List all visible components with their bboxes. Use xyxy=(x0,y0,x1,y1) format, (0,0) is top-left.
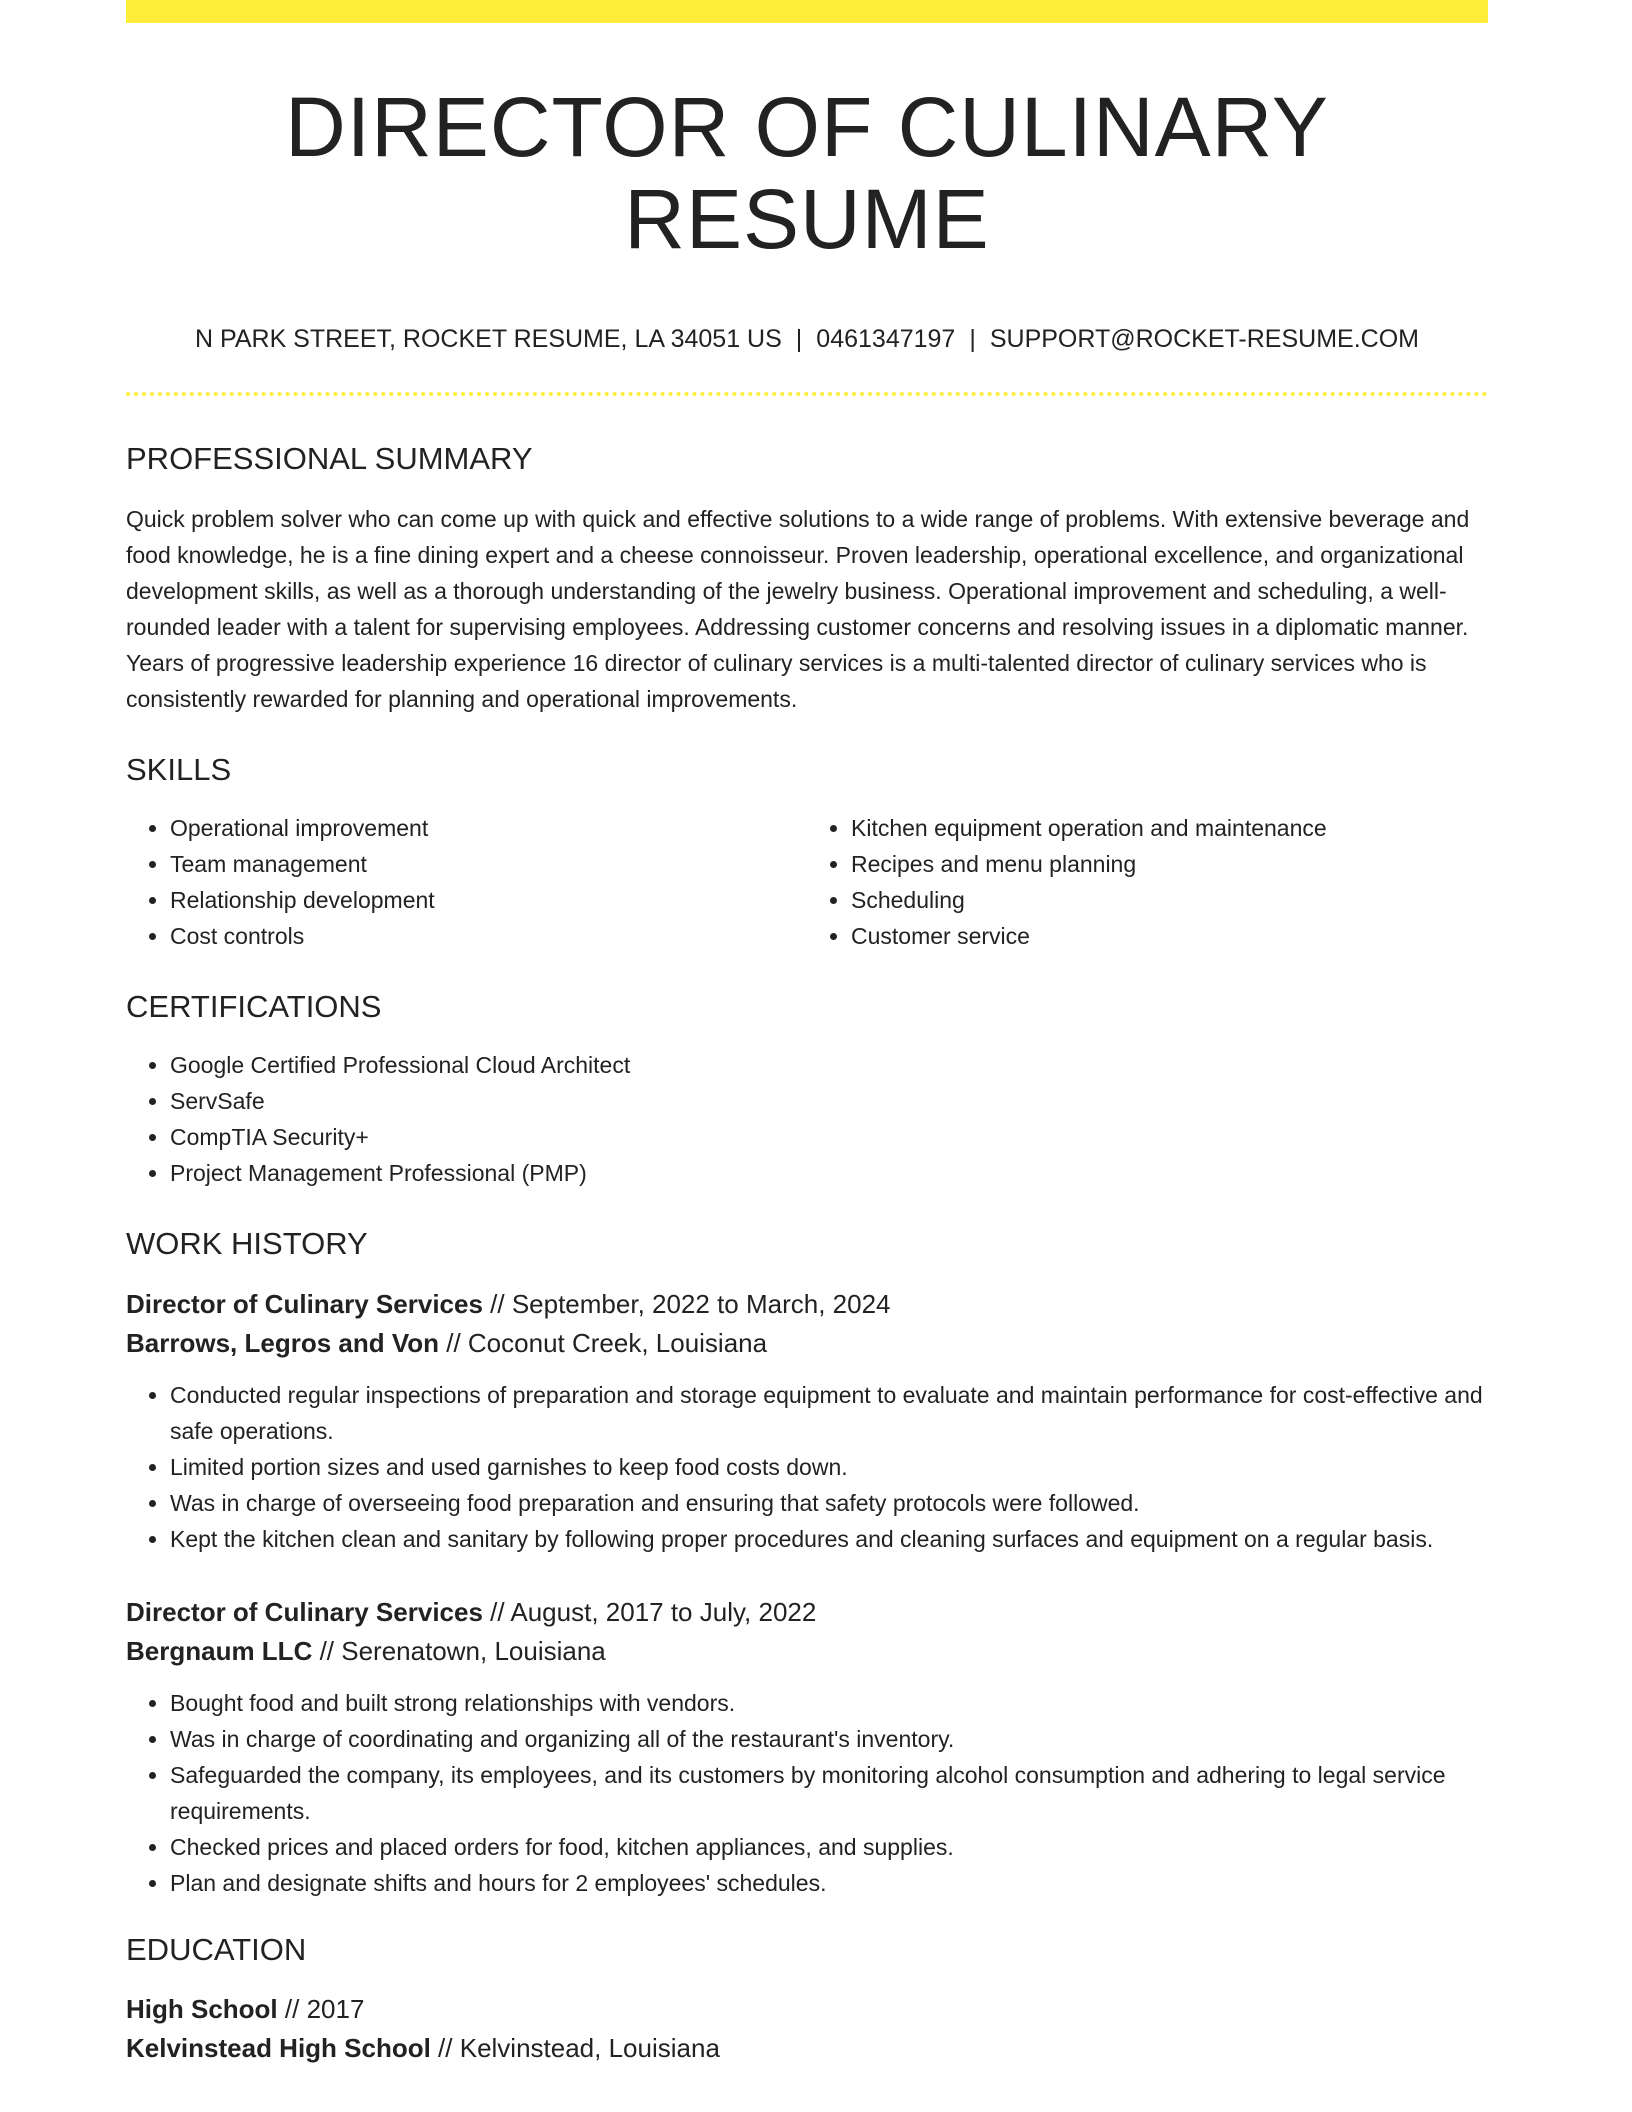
certification-item: • ServSafe xyxy=(170,1083,1488,1119)
job-dates: // August, 2017 to July, 2022 xyxy=(482,1596,817,1627)
job-title-line xyxy=(126,1285,1488,1324)
skill-item: • Team management xyxy=(170,846,807,882)
job-title: Director of Culinary Services xyxy=(126,1596,483,1627)
certifications-list xyxy=(126,1047,1488,1191)
certification-item: • Google Certified Professional Cloud Architect xyxy=(170,1047,1488,1083)
resume-page xyxy=(126,0,1488,2068)
education-entry xyxy=(126,1990,1488,2068)
skill-item: • Cost controls xyxy=(170,918,807,954)
contact-separator: | xyxy=(795,324,803,353)
contact-email: SUPPORT@ROCKET-RESUME.COM xyxy=(989,324,1419,353)
job-duties-list xyxy=(126,1377,1488,1557)
education-degree-line xyxy=(126,1990,1488,2029)
job-location: // Coconut Creek, Louisiana xyxy=(439,1327,768,1358)
contact-phone: 0461347197 xyxy=(816,324,956,353)
education-year: // 2017 xyxy=(277,1993,365,2024)
job-duty-item: • Limited portion sizes and used garnishes to keep food costs down. xyxy=(170,1449,1488,1485)
certifications-heading: CERTIFICATIONS xyxy=(126,989,382,1025)
skills-list-right xyxy=(807,810,1488,954)
education-location: // Kelvinstead, Louisiana xyxy=(430,2032,720,2063)
job-duty-item: • Was in charge of overseeing food preparation and ensuring that safety protocols were followed. xyxy=(170,1485,1488,1521)
skill-item: • Scheduling xyxy=(851,882,1488,918)
skills-list-left xyxy=(126,810,807,954)
education-school-line xyxy=(126,2029,1488,2068)
education-heading: EDUCATION xyxy=(126,1931,307,1967)
contact-line xyxy=(126,324,1488,354)
job-entry xyxy=(126,1593,1488,1901)
job-duties-list xyxy=(126,1685,1488,1901)
job-company: Bergnaum LLC xyxy=(126,1635,313,1666)
skills-grid xyxy=(126,788,1488,954)
contact-address: N PARK STREET, ROCKET RESUME, LA 34051 US xyxy=(195,324,782,353)
job-dates: // September, 2022 to March, 2024 xyxy=(482,1288,891,1319)
job-title-line xyxy=(126,1593,1488,1632)
top-accent-bar xyxy=(126,0,1488,23)
certification-item: • CompTIA Security+ xyxy=(170,1119,1488,1155)
contact-separator: | xyxy=(969,324,976,353)
education-school: Kelvinstead High School xyxy=(126,2032,431,2063)
summary-text: Quick problem solver who can come up with quick and effective solutions to a wide range of problems. With extensive beverage and food knowledge, he is a fine dining expert and a cheese connoisseur. Proven leadership, operational excellence, and organizational development skills, as well as a thorough understanding of the jewelry business. Operational improvement and scheduling, a well-rounded leader with a talent for supervising employees. Addressing customer concerns and resolving issues in a diplomatic manner. Years of progressive leadership experience 16 director of culinary services is a multi-talented director of culinary services who is consistently rewarded for planning and operational improvements. xyxy=(126,505,1470,712)
certification-item: • Project Management Professional (PMP) xyxy=(170,1155,1488,1191)
skill-item: • Kitchen equipment operation and maintenance xyxy=(851,810,1488,846)
job-duty-item: • Plan and designate shifts and hours for 2 employees' schedules. xyxy=(170,1865,1488,1901)
work-history-heading: WORK HISTORY xyxy=(126,1226,368,1262)
job-location: // Serenatown, Louisiana xyxy=(312,1635,606,1666)
skill-item: • Operational improvement xyxy=(170,810,807,846)
job-duty-item: • Kept the kitchen clean and sanitary by following proper procedures and cleaning surfaces and equipment on a regular basis. xyxy=(170,1521,1488,1557)
summary-heading: PROFESSIONAL SUMMARY xyxy=(126,440,533,476)
skill-item: • Recipes and menu planning xyxy=(851,846,1488,882)
skill-item: • Customer service xyxy=(851,918,1488,954)
job-duty-item: • Was in charge of coordinating and organizing all of the restaurant's inventory. xyxy=(170,1721,1488,1757)
job-company-line xyxy=(126,1324,1488,1363)
job-duty-item: • Bought food and built strong relationships with vendors. xyxy=(170,1685,1488,1721)
job-entry xyxy=(126,1285,1488,1557)
job-company: Barrows, Legros and Von xyxy=(126,1327,440,1358)
job-duty-item: • Conducted regular inspections of preparation and storage equipment to evaluate and maintain performance for cost-effective and safe operations. xyxy=(170,1377,1488,1449)
job-duty-item: • Checked prices and placed orders for food, kitchen appliances, and supplies. xyxy=(170,1829,1488,1865)
job-title: Director of Culinary Services xyxy=(126,1288,483,1319)
job-company-line xyxy=(126,1632,1488,1671)
skill-item: • Relationship development xyxy=(170,882,807,918)
dotted-divider xyxy=(126,392,1488,396)
skills-heading: SKILLS xyxy=(126,751,232,787)
education-degree: High School xyxy=(126,1993,278,2024)
resume-title: DIRECTOR OF CULINARY RESUME xyxy=(285,80,1329,267)
job-duty-item: • Safeguarded the company, its employees, and its customers by monitoring alcohol consumption and adhering to legal service requirements. xyxy=(170,1757,1488,1829)
